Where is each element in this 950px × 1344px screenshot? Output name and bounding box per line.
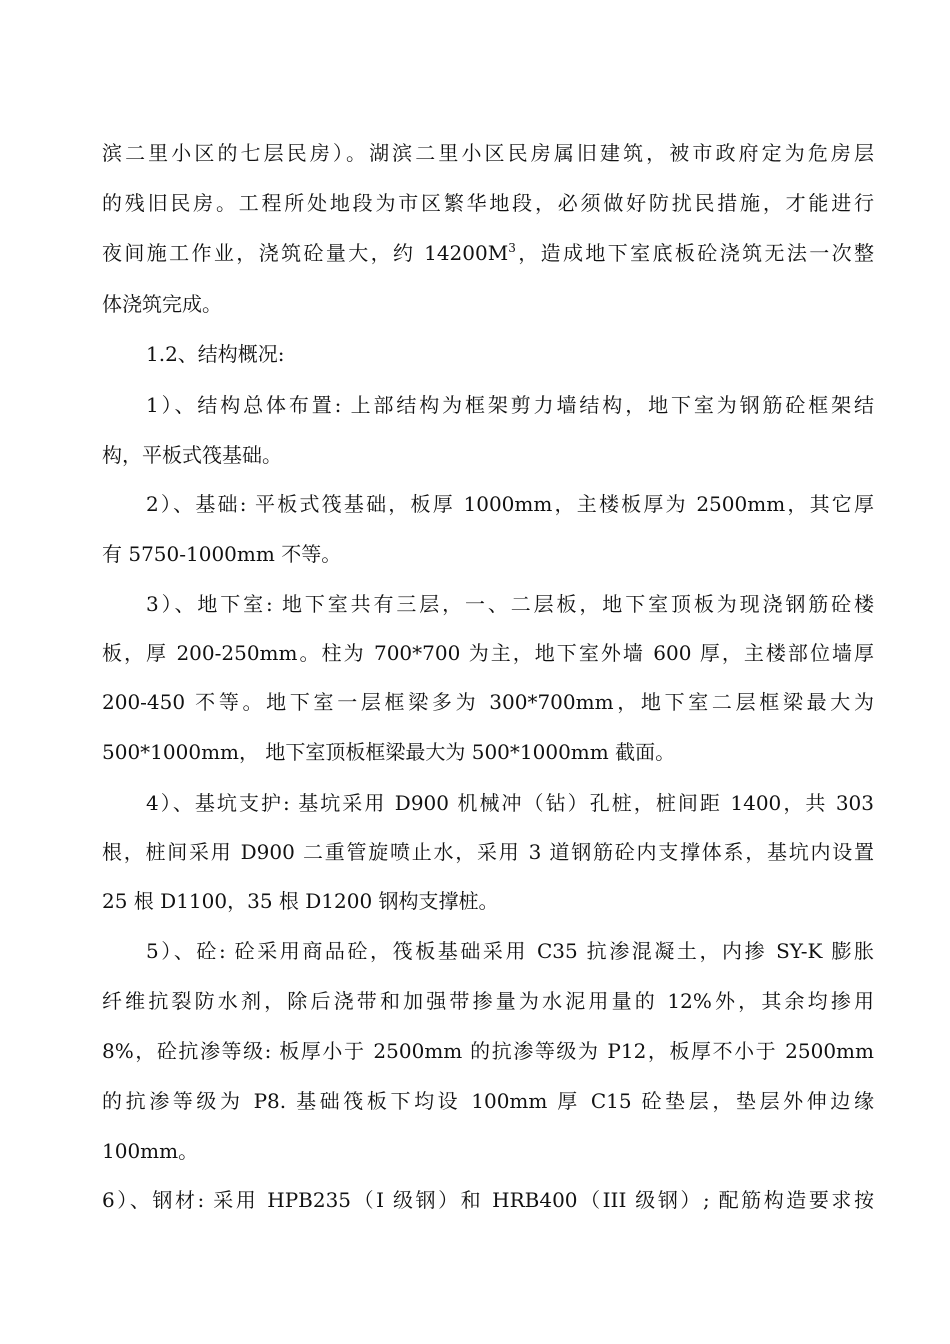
text-line: 构，平板式筏基础。	[102, 443, 282, 467]
text-line: 板，厚 200-250mm。柱为 700*700 为主，地下室外墙 600 厚，主楼部位墙厚	[102, 641, 874, 665]
text-line: 200-450 不等。地下室一层框梁多为 300*700mm，地下室二层框梁最大为	[102, 690, 874, 714]
text-span: 夜间施工作业，浇筑砼量大，约 14200M	[102, 241, 509, 265]
text-line: 4）、基坑支护: 基坑采用 D900 机械冲（钻）孔桩，桩间距 1400，共 303	[146, 791, 874, 815]
text-line: 8%，砼抗渗等级: 板厚小于 2500mm 的抗渗等级为 P12，板厚不小于 2500mm	[102, 1039, 874, 1063]
text-line: 的残旧民房。工程所处地段为市区繁华地段，必须做好防扰民措施，才能进行	[102, 191, 874, 215]
text-line: 体浇筑完成。	[102, 292, 222, 316]
section-heading: 1.2、结构概况:	[146, 342, 285, 366]
text-line: 根，桩间采用 D900 二重管旋喷止水，采用 3 道钢筋砼内支撑体系，基坑内设置	[102, 840, 874, 864]
text-line: 有 5750-1000mm 不等。	[102, 542, 342, 566]
text-line: 3）、地下室: 地下室共有三层，一、二层板，地下室顶板为现浇钢筋砼楼	[146, 592, 874, 616]
text-line: 的抗渗等级为 P8. 基础筏板下均设 100mm 厚 C15 砼垫层，垫层外伸边缘	[102, 1089, 874, 1113]
text-line: 6）、钢材: 采用 HPB235（I 级钢）和 HRB400（III 级钢）; 配筋构造要求按	[102, 1188, 874, 1212]
text-line: 500*1000mm， 地下室顶板框梁最大为 500*1000mm 截面。	[102, 740, 676, 764]
text-line: 纤维抗裂防水剂，除后浇带和加强带掺量为水泥用量的 12%外，其余均掺用	[102, 989, 874, 1013]
superscript: 3	[508, 241, 516, 255]
text-span: ，造成地下室底板砼浇筑无法一次整	[515, 241, 874, 265]
text-line: 滨二里小区的七层民房）。湖滨二里小区民房属旧建筑，被市政府定为危房层	[102, 141, 874, 165]
text-line	[102, 237, 874, 269]
text-line: 2）、基础: 平板式筏基础，板厚 1000mm，主楼板厚为 2500mm，其它厚	[146, 492, 874, 516]
text-line: 100mm。	[102, 1139, 199, 1163]
text-line: 5）、砼: 砼采用商品砼，筏板基础采用 C35 抗渗混凝土，内掺 SY-K 膨胀	[146, 939, 874, 963]
text-line: 1）、结构总体布置: 上部结构为框架剪力墙结构，地下室为钢筋砼框架结	[146, 393, 874, 417]
text-line: 25 根 D1100，35 根 D1200 钢构支撑桩。	[102, 889, 499, 913]
